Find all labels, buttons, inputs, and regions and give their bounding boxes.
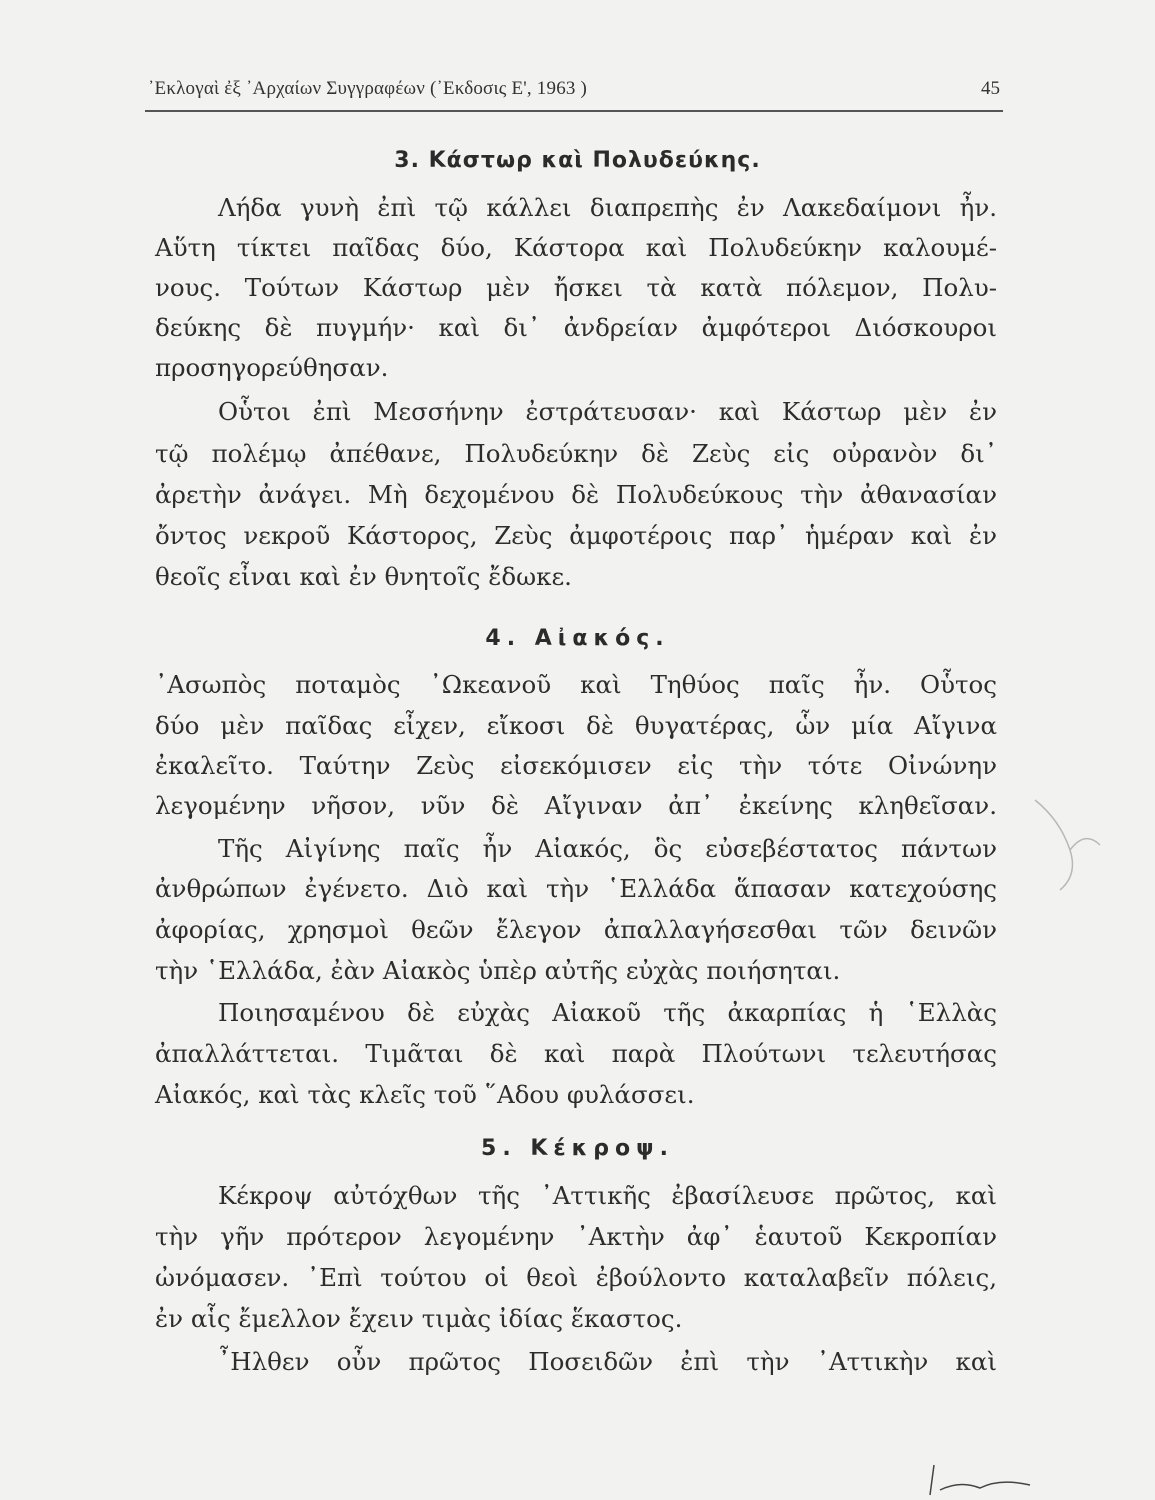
text-line: νους. Τούτων Κάστωρ μὲν ἤσκει τὰ κατὰ πόλεμον, Πολυ- xyxy=(155,273,997,302)
text-line: ῏Ηλθεν οὖν πρῶτος Ποσειδῶν ἐπὶ τὴν ᾽Αττικὴν καὶ xyxy=(218,1347,997,1376)
text-line: ἐκαλεῖτο. Ταύτην Ζεὺς εἰσεκόμισεν εἰς τὴν τότε Οἰνώνην xyxy=(155,751,997,780)
text-line: Αἰακός, καὶ τὰς κλεῖς τοῦ ῞Αδου φυλάσσει. xyxy=(155,1080,695,1109)
pencil-mark-icon xyxy=(1030,790,1110,900)
header-rule xyxy=(145,110,1003,112)
text-line: ἐν αἷς ἔμελλον ἔχειν τιμὰς ἰδίας ἕκαστος. xyxy=(155,1304,683,1333)
text-line: θεοῖς εἶναι καὶ ἐν θνητοῖς ἔδωκε. xyxy=(155,562,572,591)
text-line: ἀπαλλάττεται. Τιμᾶται δὲ καὶ παρὰ Πλούτωνι τελευτήσας xyxy=(155,1039,997,1068)
section-heading-castor-polydeuces: 3. Κάστωρ καὶ Πολυδεύκης. xyxy=(394,148,761,173)
text-line: Ποιησαμένου δὲ εὐχὰς Αἰακοῦ τῆς ἀκαρπίας ἡ ῾Ελλὰς xyxy=(218,998,997,1027)
pencil-scribble-icon xyxy=(920,1460,1040,1500)
text-line: Αὕτη τίκτει παῖδας δύο, Κάστορα καὶ Πολυδεύκην καλουμέ- xyxy=(155,233,997,262)
text-line: προσηγορεύθησαν. xyxy=(155,353,389,382)
text-line: ἀφορίας, χρησμοὶ θεῶν ἔλεγον ἀπαλλαγήσεσθαι τῶν δεινῶν xyxy=(155,915,997,944)
text-line: ᾽Ασωπὸς ποταμὸς ᾽Ωκεανοῦ καὶ Τηθύος παῖς ἦν. Οὗτος xyxy=(155,670,997,699)
text-line: ἀνθρώπων ἐγένετο. Διὸ καὶ τὴν ῾Ελλάδα ἅπασαν κατεχούσης xyxy=(155,874,997,903)
page-number: 45 xyxy=(981,78,1000,99)
text-line: δύο μὲν παῖδας εἶχεν, εἴκοσι δὲ θυγατέρας, ὧν μία Αἴγινα xyxy=(155,711,997,740)
running-header xyxy=(148,70,1000,110)
text-line: Τῆς Αἰγίνης παῖς ἦν Αἰακός, ὃς εὐσεβέστατος πάντων xyxy=(218,834,997,863)
text-line: δεύκης δὲ πυγμήν· καὶ δι᾽ ἀνδρείαν ἀμφότεροι Διόσκουροι xyxy=(155,313,997,342)
text-line: Κέκροψ αὐτόχθων τῆς ᾽Αττικῆς ἐβασίλευσε πρῶτος, καὶ xyxy=(218,1181,997,1210)
text-line: ἀρετὴν ἀνάγει. Μὴ δεχομένου δὲ Πολυδεύκους τὴν ἀθανασίαν xyxy=(155,480,997,509)
section-heading-kekrops: 5. Κέκροψ. xyxy=(481,1136,674,1161)
text-line: ὄντος νεκροῦ Κάστορος, Ζεὺς ἀμφοτέροις παρ᾽ ἡμέραν καὶ ἐν xyxy=(155,521,997,550)
section-heading-aiakos: 4. Αἰακός. xyxy=(485,626,670,651)
running-title: ᾽Εκλογαὶ ἐξ ᾽Αρχαίων Συγγραφέων (᾽Εκδοσις Ε', 1963 ) xyxy=(148,78,588,99)
text-line: τὴν γῆν πρότερον λεγομένην ᾽Ακτὴν ἀφ᾽ ἑαυτοῦ Κεκροπίαν xyxy=(155,1222,997,1251)
text-line: τὴν ῾Ελλάδα, ἐὰν Αἰακὸς ὑπὲρ αὐτῆς εὐχὰς ποιήσηται. xyxy=(155,956,841,985)
text-line: τῷ πολέμῳ ἀπέθανε, Πολυδεύκην δὲ Ζεὺς εἰς οὐρανὸν δι᾽ xyxy=(155,439,997,468)
text-line: Οὗτοι ἐπὶ Μεσσήνην ἐστράτευσαν· καὶ Κάστωρ μὲν ἐν xyxy=(218,397,997,426)
text-line: λεγομένην νῆσον, νῦν δὲ Αἴγιναν ἀπ᾽ ἐκείνης κληθεῖσαν. xyxy=(155,791,997,820)
text-line: Λήδα γυνὴ ἐπὶ τῷ κάλλει διαπρεπὴς ἐν Λακεδαίμονι ἦν. xyxy=(218,193,997,222)
text-line: ὠνόμασεν. ᾽Επὶ τούτου οἱ θεοὶ ἐβούλοντο καταλαβεῖν πόλεις, xyxy=(155,1263,997,1292)
